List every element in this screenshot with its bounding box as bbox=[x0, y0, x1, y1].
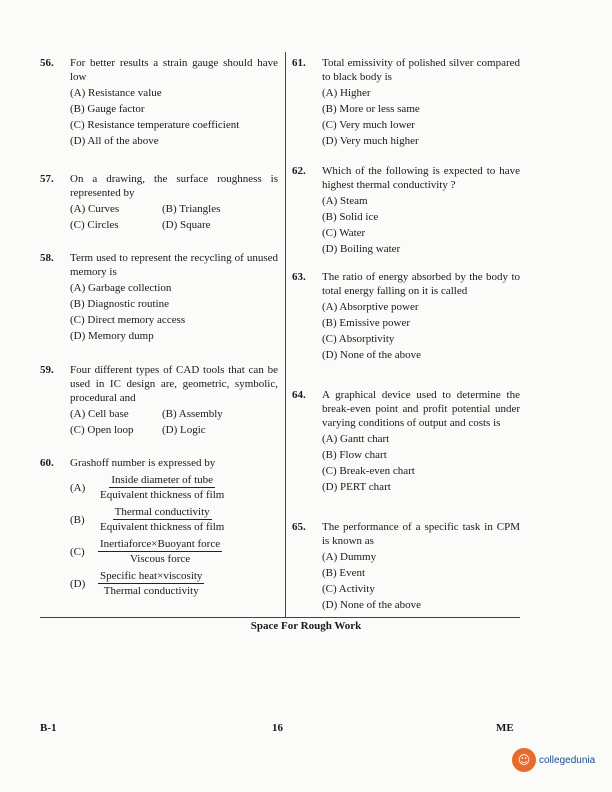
rough-work-divider bbox=[40, 617, 520, 618]
option: (C) Circles bbox=[70, 219, 119, 231]
question-text: On a drawing, the surface roughness is represented by bbox=[70, 173, 278, 199]
option: (A) Curves bbox=[70, 203, 120, 215]
collegedunia-logo bbox=[512, 748, 595, 772]
fraction-option bbox=[40, 537, 278, 566]
question-64 bbox=[292, 388, 520, 494]
option: (B) Triangles bbox=[162, 203, 221, 215]
mascot-icon: ☺ bbox=[512, 748, 536, 772]
question-text: The performance of a specific task in CPM is known as bbox=[322, 521, 520, 547]
fraction bbox=[98, 473, 226, 502]
option: (D) All of the above bbox=[70, 135, 159, 147]
option: (C) Activity bbox=[322, 583, 375, 595]
question-number: 65. bbox=[292, 521, 306, 533]
option: (D) PERT chart bbox=[322, 481, 391, 493]
option: (A) Garbage collection bbox=[70, 282, 172, 294]
question-number: 60. bbox=[40, 457, 54, 469]
option-label: (B) bbox=[70, 513, 85, 526]
option: (B) Assembly bbox=[162, 408, 223, 420]
question-56 bbox=[40, 56, 278, 148]
question-number: 64. bbox=[292, 389, 306, 401]
denominator: Thermal conductivity bbox=[103, 585, 199, 597]
logo-text: collegedunia bbox=[539, 754, 596, 766]
option: (C) Break-even chart bbox=[322, 465, 415, 477]
option: (A) Steam bbox=[322, 195, 368, 207]
subject-code: ME bbox=[496, 722, 514, 734]
question-text: Total emissivity of polished silver compared to black body is bbox=[322, 57, 520, 83]
question-number: 62. bbox=[292, 165, 306, 177]
question-58 bbox=[40, 251, 278, 343]
rough-work-label: Space For Rough Work bbox=[250, 620, 362, 632]
option: (B) Diagnostic routine bbox=[70, 298, 169, 310]
question-62 bbox=[292, 164, 520, 256]
option: (D) Very much higher bbox=[322, 135, 419, 147]
question-59 bbox=[40, 363, 278, 437]
option: (A) Dummy bbox=[322, 551, 377, 563]
fraction-option bbox=[40, 473, 278, 502]
question-number: 56. bbox=[40, 57, 54, 69]
option-label: (A) bbox=[70, 481, 86, 494]
option: (B) Emissive power bbox=[322, 317, 410, 329]
question-65 bbox=[292, 520, 520, 612]
question-number: 63. bbox=[292, 271, 306, 283]
question-61 bbox=[292, 56, 520, 148]
option-label: (C) bbox=[70, 545, 85, 558]
denominator: Viscous force bbox=[130, 553, 191, 565]
question-number: 57. bbox=[40, 173, 54, 185]
numerator: Inertiaforce×Buoyant force bbox=[100, 538, 221, 550]
fraction bbox=[98, 505, 226, 534]
option: (A) Absorptive power bbox=[322, 301, 419, 313]
numerator: Thermal conductivity bbox=[114, 506, 210, 518]
fraction-option bbox=[40, 505, 278, 534]
question-text: The ratio of energy absorbed by the body to total energy falling on it is called bbox=[322, 271, 520, 297]
option: (B) Event bbox=[322, 567, 366, 579]
option: (A) Cell base bbox=[70, 408, 129, 420]
option: (A) Gantt chart bbox=[322, 433, 390, 445]
question-63 bbox=[292, 270, 520, 362]
question-text: Grashoff number is expressed by bbox=[70, 457, 216, 469]
option: (D) Square bbox=[162, 219, 211, 231]
option: (C) Direct memory access bbox=[70, 314, 186, 326]
denominator: Equivalent thickness of film bbox=[100, 489, 225, 501]
question-text: Which of the following is expected to have highest thermal conductivity ? bbox=[322, 165, 520, 191]
question-57 bbox=[40, 172, 278, 232]
option: (C) Open loop bbox=[70, 424, 134, 436]
option: (C) Very much lower bbox=[322, 119, 415, 131]
question-text: Term used to represent the recycling of unused memory is bbox=[70, 252, 278, 278]
denominator: Equivalent thickness of film bbox=[100, 521, 225, 533]
page-number: 16 bbox=[272, 722, 283, 734]
option: (C) Absorptivity bbox=[322, 333, 395, 345]
question-text: For better results a strain gauge should have low bbox=[70, 57, 278, 83]
fraction bbox=[98, 569, 204, 598]
option: (B) More or less same bbox=[322, 103, 420, 115]
fraction bbox=[98, 537, 222, 566]
option: (D) None of the above bbox=[322, 349, 421, 361]
column-divider bbox=[285, 52, 286, 618]
option: (B) Solid ice bbox=[322, 211, 379, 223]
question-text: A graphical device used to determine the break-even point and profit potential under varying conditions of output and costs is bbox=[322, 389, 520, 429]
option: (D) Memory dump bbox=[70, 330, 154, 342]
option: (D) Boiling water bbox=[322, 243, 401, 255]
option: (D) Logic bbox=[162, 424, 206, 436]
option: (C) Water bbox=[322, 227, 366, 239]
question-text: Four different types of CAD tools that can be used in IC design are, geometric, symbolic, procedural and bbox=[70, 364, 278, 404]
option: (B) Gauge factor bbox=[70, 103, 145, 115]
option-label: (D) bbox=[70, 577, 86, 590]
numerator: Specific heat×viscosity bbox=[100, 570, 203, 582]
option: (B) Flow chart bbox=[322, 449, 387, 461]
question-number: 58. bbox=[40, 252, 54, 264]
option: (A) Higher bbox=[322, 87, 371, 99]
numerator: Inside diameter of tube bbox=[111, 474, 214, 486]
booklet-code: B-1 bbox=[40, 722, 57, 734]
option: (D) None of the above bbox=[322, 599, 421, 611]
question-60 bbox=[40, 456, 278, 598]
fraction-option bbox=[40, 569, 278, 598]
option: (A) Resistance value bbox=[70, 87, 162, 99]
question-number: 59. bbox=[40, 364, 54, 376]
option: (C) Resistance temperature coefficient bbox=[70, 119, 240, 131]
question-number: 61. bbox=[292, 57, 306, 69]
